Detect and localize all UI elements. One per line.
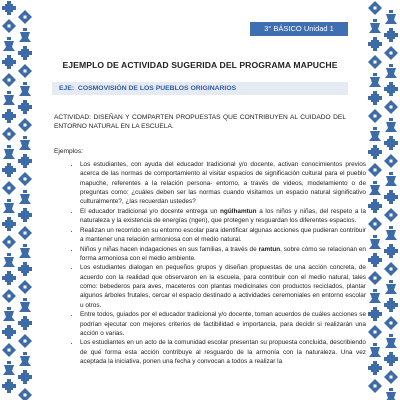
pattern-motif: [18, 316, 32, 330]
pattern-motif: [3, 307, 15, 321]
pattern-motif: [3, 361, 15, 375]
pattern-motif: [19, 352, 31, 366]
pattern-motif: [385, 10, 397, 24]
pattern-motif: [384, 370, 398, 384]
pattern-motif: [368, 199, 382, 213]
pattern-motif: [369, 289, 381, 303]
pattern-motif: [384, 316, 398, 330]
grade-unit-badge: 3° BÁSICO Unidad 1: [250, 22, 348, 36]
pattern-motif: [3, 145, 15, 159]
pattern-motif: [384, 262, 398, 276]
pattern-motif: [384, 136, 398, 150]
pattern-motif: [369, 19, 381, 33]
pattern-motif: [18, 280, 32, 294]
pattern-motif: [18, 154, 32, 168]
pattern-motif: [19, 28, 31, 42]
pattern-motif: [384, 100, 398, 114]
pattern-motif: [18, 208, 32, 222]
mapuche-pattern-border-left: [0, 0, 34, 400]
list-item: • Los estudiantes en un acto de la comunidad escolar presentan su propuesta concluida, describiendo de qué forma esta acción contribuye al resguardo de la armonía con la naturaleza. Una vez aceptada la iniciativa, ponen una fecha y convocan a todos a realizar la: [80, 338, 366, 366]
pattern-right-icon: [366, 0, 400, 400]
pattern-motif: [368, 361, 382, 375]
eje-banner: [52, 82, 348, 95]
pattern-motif: [2, 235, 16, 249]
list-item: • Realizan un recorrido en su entorno escolar para identificar algunas acciones que pudieran contribuir a mantener una relación armoniosa con el medio natural.: [80, 226, 366, 245]
pattern-motif: [385, 172, 397, 186]
pattern-motif: [368, 325, 382, 339]
pattern-motif: [368, 55, 382, 69]
pattern-motif: [2, 343, 16, 357]
pattern-motif: [2, 127, 16, 141]
pattern-motif: [19, 190, 31, 204]
pattern-motif: [384, 208, 398, 222]
pattern-motif: [2, 325, 16, 339]
pattern-motif: [2, 163, 16, 177]
pattern-motif: [18, 262, 32, 276]
pattern-motif: [3, 199, 15, 213]
pattern-motif: [385, 334, 397, 348]
pattern-motif: [2, 181, 16, 195]
pattern-motif: [368, 379, 382, 393]
pattern-motif: [19, 136, 31, 150]
pattern-motif: [2, 379, 16, 393]
pattern-motif: [384, 46, 398, 60]
pattern-motif: [368, 217, 382, 231]
list-item: • Niños y niñas hacen indagaciones en sus familias, a través de ramtun, sobre cómo se relacionan en forma armoniosa con el medio ambiente.: [80, 245, 366, 264]
list-item: • Los estudiantes dialogan en pequeños grupos y diseñan propuestas de una acción concreta, de acuerdo con la realidad que observaron en la escuela, para contribuir con el medio natural, tales como: bebederos para aves, maceteros con plantas medicinales con productos reciclados, plantar algunos árboles frutales, cercar el espacio destinado a actividades ceremoniales en entorno escolar u otros.: [80, 263, 366, 309]
list-item: • Los estudiantes, con ayuda del educador tradicional y/o docente, activan conocimientos previos acerca de las normas de comportamiento al visitar espacios de significación cultural para el pueblo mapuche, referentes a la relación persona- entorno, a través de videos, modelamiento o de preguntas como: ¿cuáles deben ser las normas cuando visitamos un espacio natural significativo culturalmente?, ¿las recuerdan ustedes?: [80, 160, 366, 206]
pattern-motif: [19, 82, 31, 96]
activity-description: ACTIVIDAD: DISEÑAN Y COMPARTEN PROPUESTAS QUE CONTRIBUYEN AL CUIDADO DEL ENTORNO NATURAL EN LA ESCUELA.: [54, 114, 346, 131]
pattern-motif: [385, 280, 397, 294]
pattern-motif: [3, 37, 15, 51]
pattern-motif: [385, 118, 397, 132]
pattern-motif: [18, 334, 32, 348]
pattern-motif: [384, 190, 398, 204]
pattern-motif: [368, 109, 382, 123]
pattern-motif: [385, 64, 397, 78]
page-title: EJEMPLO DE ACTIVIDAD SUGERIDA DEL PROGRAMA MAPUCHE: [62, 60, 338, 70]
pattern-motif: [18, 46, 32, 60]
pattern-motif: [368, 307, 382, 321]
eje-name: COSMOVISIÓN DE LOS PUEBLOS ORIGINARIOS: [77, 85, 237, 92]
pattern-motif: [19, 244, 31, 258]
pattern-motif: [369, 343, 381, 357]
pattern-motif: [18, 64, 32, 78]
pattern-motif: [18, 172, 32, 186]
pattern-motif: [368, 145, 382, 159]
pattern-motif: [368, 91, 382, 105]
pattern-motif: [19, 298, 31, 312]
pattern-motif: [2, 289, 16, 303]
pattern-motif: [384, 28, 398, 42]
pattern-motif: [384, 352, 398, 366]
examples-heading: Ejemplos:: [54, 148, 83, 155]
eje-label: [59, 82, 236, 95]
list-item: • El educador tradicional y/o docente entrega un ngülhamtun a los niños y niñas, del respeto a la naturaleza y la existencia de energías (ngen), que protegen y resguardan los diferentes espacios.: [80, 207, 366, 226]
pattern-motif: [368, 163, 382, 177]
pattern-motif: [2, 19, 16, 33]
pattern-motif: [18, 118, 32, 132]
mapuche-pattern-border-right: [366, 0, 400, 400]
pattern-motif: [385, 388, 397, 400]
pattern-motif: [369, 235, 381, 249]
pattern-motif: [2, 217, 16, 231]
pattern-motif: [2, 109, 16, 123]
pattern-motif: [2, 73, 16, 87]
pattern-motif: [3, 253, 15, 267]
pattern-motif: [18, 370, 32, 384]
pattern-motif: [3, 91, 15, 105]
pattern-motif: [384, 244, 398, 258]
pattern-motif: [385, 226, 397, 240]
pattern-motif: [369, 127, 381, 141]
pattern-motif: [18, 226, 32, 240]
pattern-motif: [2, 1, 16, 15]
pattern-motif: [369, 181, 381, 195]
pattern-motif: [368, 271, 382, 285]
pattern-motif: [368, 1, 382, 15]
pattern-motif: [18, 100, 32, 114]
pattern-motif: [2, 55, 16, 69]
pattern-motif: [384, 298, 398, 312]
pattern-motif: [369, 73, 381, 87]
pattern-motif: [18, 10, 32, 24]
pattern-motif: [368, 253, 382, 267]
pattern-motif: [384, 154, 398, 168]
pattern-motif: [18, 388, 32, 400]
pattern-motif: [384, 82, 398, 96]
pattern-motif: [368, 37, 382, 51]
examples-list: [60, 160, 366, 367]
pattern-motif: [2, 271, 16, 285]
list-item: • Entre todos, guiados por el educador tradicional y/o docente, toman acuerdos de cuáles acciones se podrían ejecutar con mejores criterios de factibilidad e importancia, para decidir si realizarán una acción o varias.: [80, 310, 366, 338]
eje-prefix: EJE:: [59, 85, 75, 92]
pattern-left-icon: [0, 0, 34, 400]
